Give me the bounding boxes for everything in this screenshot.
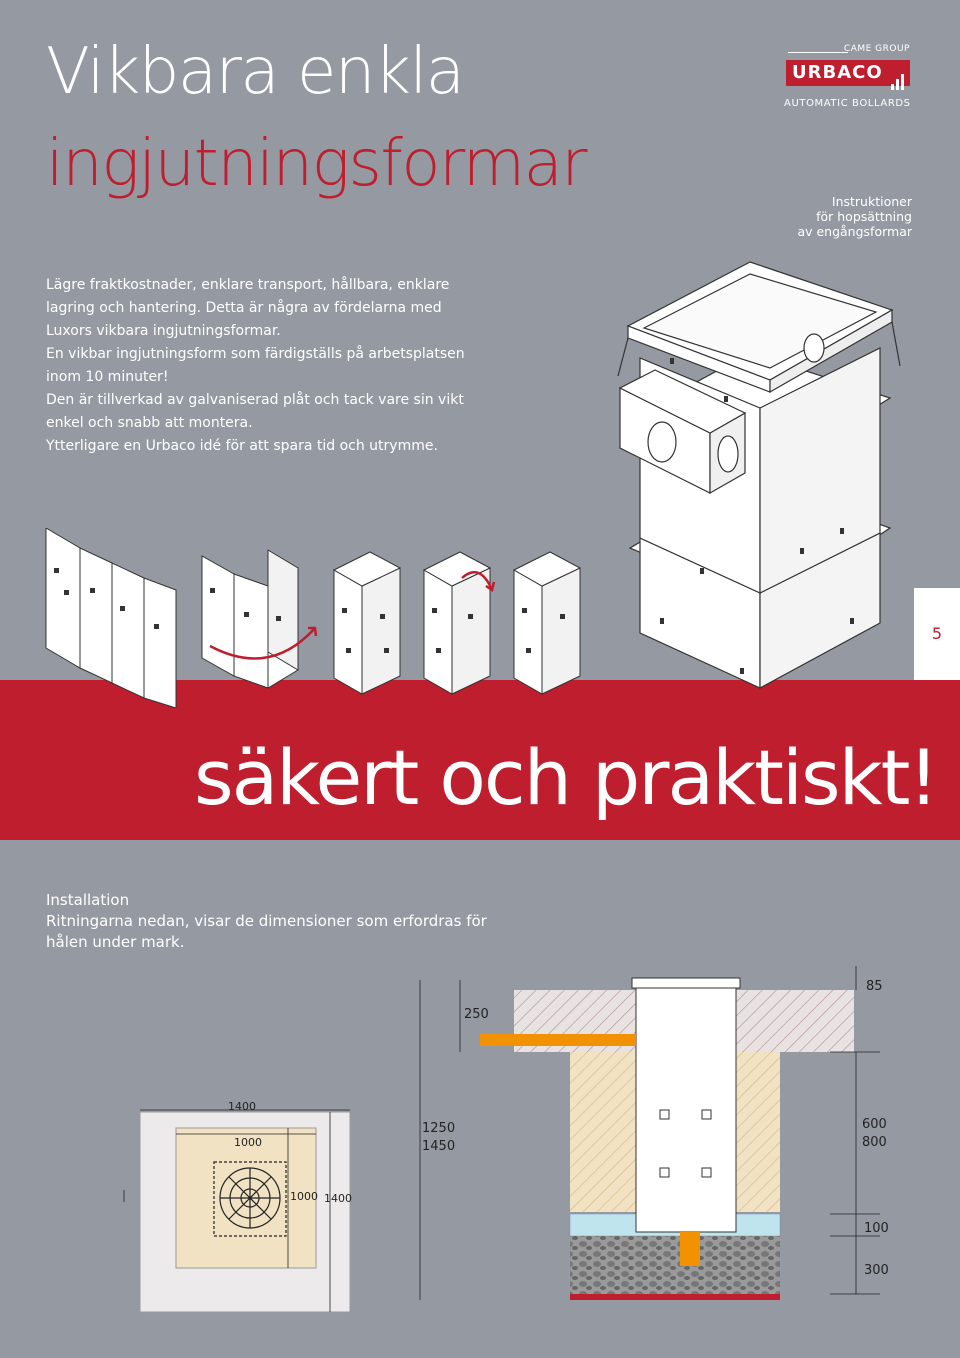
form-box (636, 982, 736, 1232)
dim-mid-b: 800 (862, 1135, 887, 1150)
dim-depth-b: 1450 (422, 1139, 456, 1154)
instructions-note (712, 194, 912, 239)
flat-panel-2 (80, 548, 112, 683)
cable-conduit (480, 1034, 636, 1046)
dim-flange: 250 (464, 1007, 489, 1022)
title-line-2: ingjutningsformar (46, 127, 587, 201)
intro-paragraph-3: Den är tillverkad av galvaniserad plåt och tack vare sin vikt enkel och snabb att montera. (46, 392, 464, 431)
dim-top: 85 (866, 979, 883, 994)
dim-outer-height: 1400 (324, 1192, 352, 1205)
instructions-line-3: av engångsformar (797, 224, 912, 239)
installation-text: Ritningarna nedan, visar de dimensioner som erfordras för hålen under mark. (46, 912, 487, 951)
page-number: 5 (914, 588, 960, 680)
dim-outer-width: 1400 (228, 1100, 256, 1113)
logo-tagline: AUTOMATIC BOLLARDS (784, 98, 911, 109)
banner-tagline: säkert och praktiskt! (194, 733, 937, 822)
folding-panel-b (234, 574, 268, 688)
installation-heading: Installation (46, 891, 130, 909)
logo-brand-text: URBACO (792, 62, 883, 83)
dim-inner-height: 1000 (290, 1190, 318, 1203)
logo-group-text: CAME GROUP (843, 44, 910, 54)
logo-rule (788, 52, 848, 53)
instructions-line-1: Instruktioner (831, 194, 912, 209)
logo-brand-box (786, 60, 910, 86)
flat-panel-4 (144, 578, 176, 708)
drain-pipe (680, 1232, 700, 1266)
base-line (570, 1294, 780, 1300)
intro-paragraph-2: En vikbar ingjutningsform som färdigställs på arbetsplatsen inom 10 minuter! (46, 346, 465, 385)
dim-layer-2: 300 (864, 1263, 889, 1278)
instructions-line-2: för hopsättning (816, 209, 912, 224)
urbaco-logo (780, 44, 910, 114)
intro-paragraph-4: Ytterligare en Urbaco idé för att spara tid och utrymme. (46, 438, 438, 454)
flat-panel-3 (112, 563, 144, 698)
folding-panel-a (202, 556, 234, 676)
box-2-front (424, 570, 452, 694)
intro-text (46, 274, 466, 458)
dim-layer-1: 100 (864, 1221, 889, 1236)
dim-mid-a: 600 (862, 1117, 887, 1132)
dim-depth-a: 1250 (422, 1121, 456, 1136)
intro-paragraph-1: Lägre fraktkostnader, enklare transport, hållbara, enklare lagring och hantering. Detta är några av fördelarna med Luxors vikbara ingjutningsformar. (46, 277, 450, 339)
plan-view-drawing (110, 1100, 370, 1320)
installation-section (46, 890, 506, 953)
dim-inner-width: 1000 (234, 1136, 262, 1149)
section-view-drawing (410, 960, 910, 1310)
folding-sequence-illustration (40, 528, 600, 708)
assembled-form-illustration (600, 248, 920, 698)
flat-panel-1 (46, 528, 80, 668)
bollard-bars-icon (889, 64, 904, 90)
gravel-base (570, 1236, 780, 1294)
box-3-front (514, 570, 542, 694)
box-1-front (334, 570, 362, 694)
title-line-1: Vikbara enkla (46, 35, 464, 109)
